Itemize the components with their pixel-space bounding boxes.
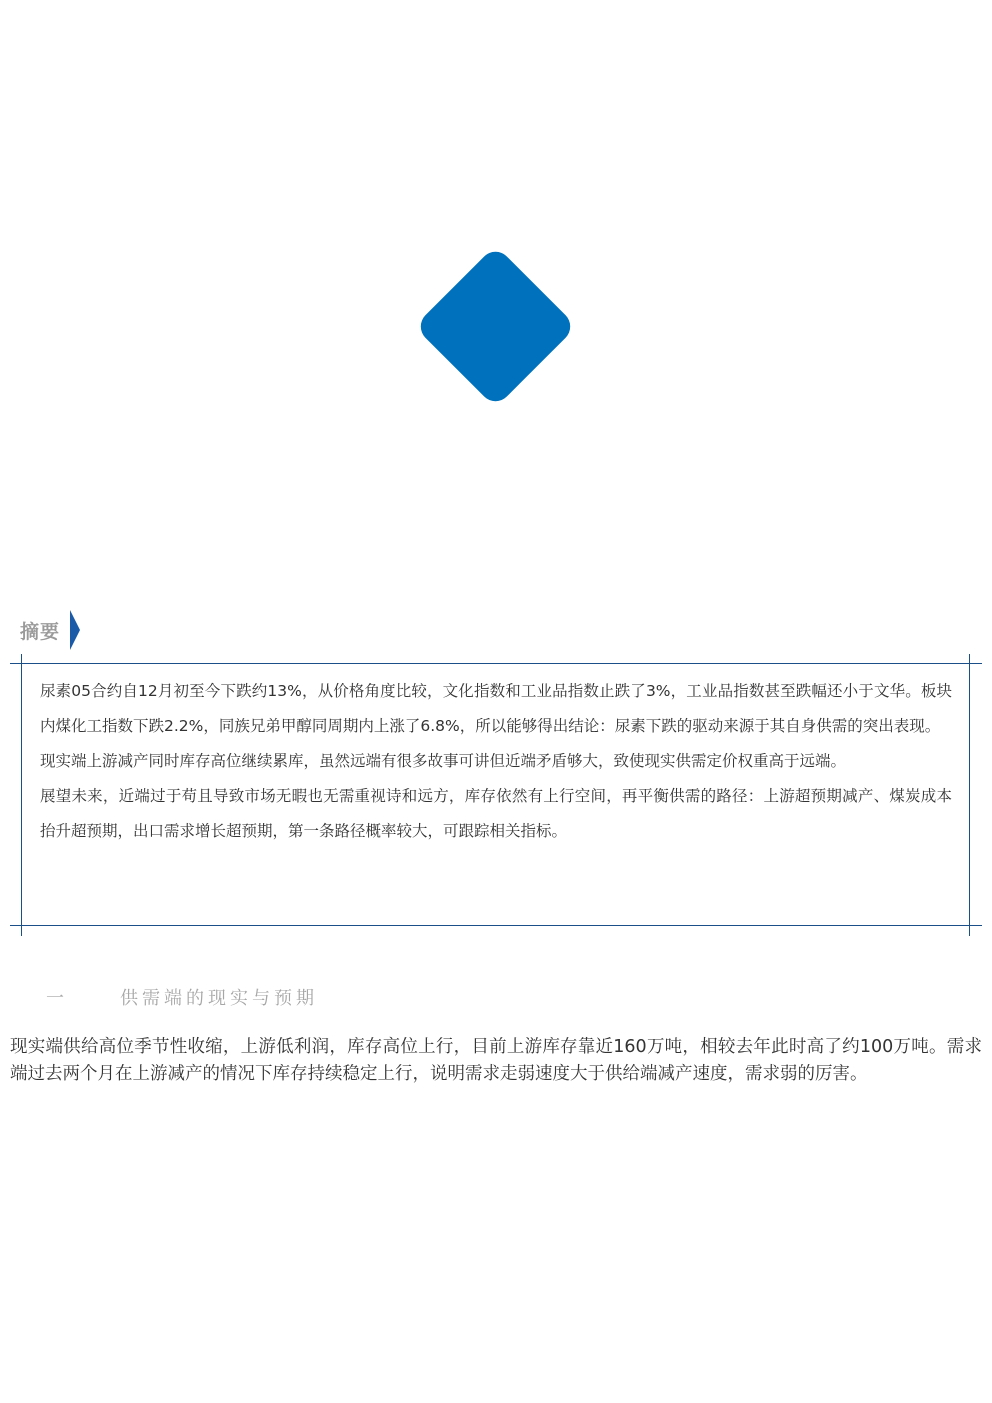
abstract-paragraph: 现实端上游减产同时库存高位继续累库，虽然远端有很多故事可讲但近端矛盾够大，致使现实供需定价权重高于远端。 (40, 752, 847, 770)
abstract-content (40, 674, 952, 849)
section-body-paragraph: 现实端供给高位季节性收缩，上游低利润，库存高位上行，目前上游库存靠近160万吨，相较去年此时高了约100万吨。需求端过去两个月在上游减产的情况下库存持续稳定上行，说明需求走弱速度大于供给端减产速度，需求弱的厉害。 (10, 1037, 982, 1084)
abstract-box (10, 654, 982, 936)
abstract-box-top-border (10, 663, 982, 664)
section-number: 一 (46, 988, 66, 1009)
section-heading (46, 984, 318, 1010)
section-title: 供需端的现实与预期 (120, 988, 318, 1009)
abstract-heading-label: 摘要 (20, 620, 61, 643)
abstract-paragraph: 展望未来，近端过于苟且导致市场无暇也无需重视诗和远方，库存依然有上行空间，再平衡供需的路径：上游超预期减产、煤炭成本抬升超预期，出口需求增长超预期，第一条路径概率较大，可跟踪相关指标。 (40, 787, 952, 840)
abstract-paragraph: 尿素05合约自12月初至今下跌约13%，从价格角度比较，文化指数和工业品指数止跌了3%，工业品指数甚至跌幅还小于文华。板块内煤化工指数下跌2.2%，同族兄弟甲醇同周期内上涨了6.8%，所以能够得出结论：尿素下跌的驱动来源于其自身供需的突出表现。 (40, 682, 952, 735)
abstract-heading (20, 614, 60, 646)
abstract-box-right-border (969, 654, 970, 936)
blue-diamond-icon (414, 245, 577, 408)
chevron-right-icon (70, 610, 80, 650)
abstract-box-bottom-border (10, 925, 982, 926)
abstract-box-left-border (21, 654, 22, 936)
